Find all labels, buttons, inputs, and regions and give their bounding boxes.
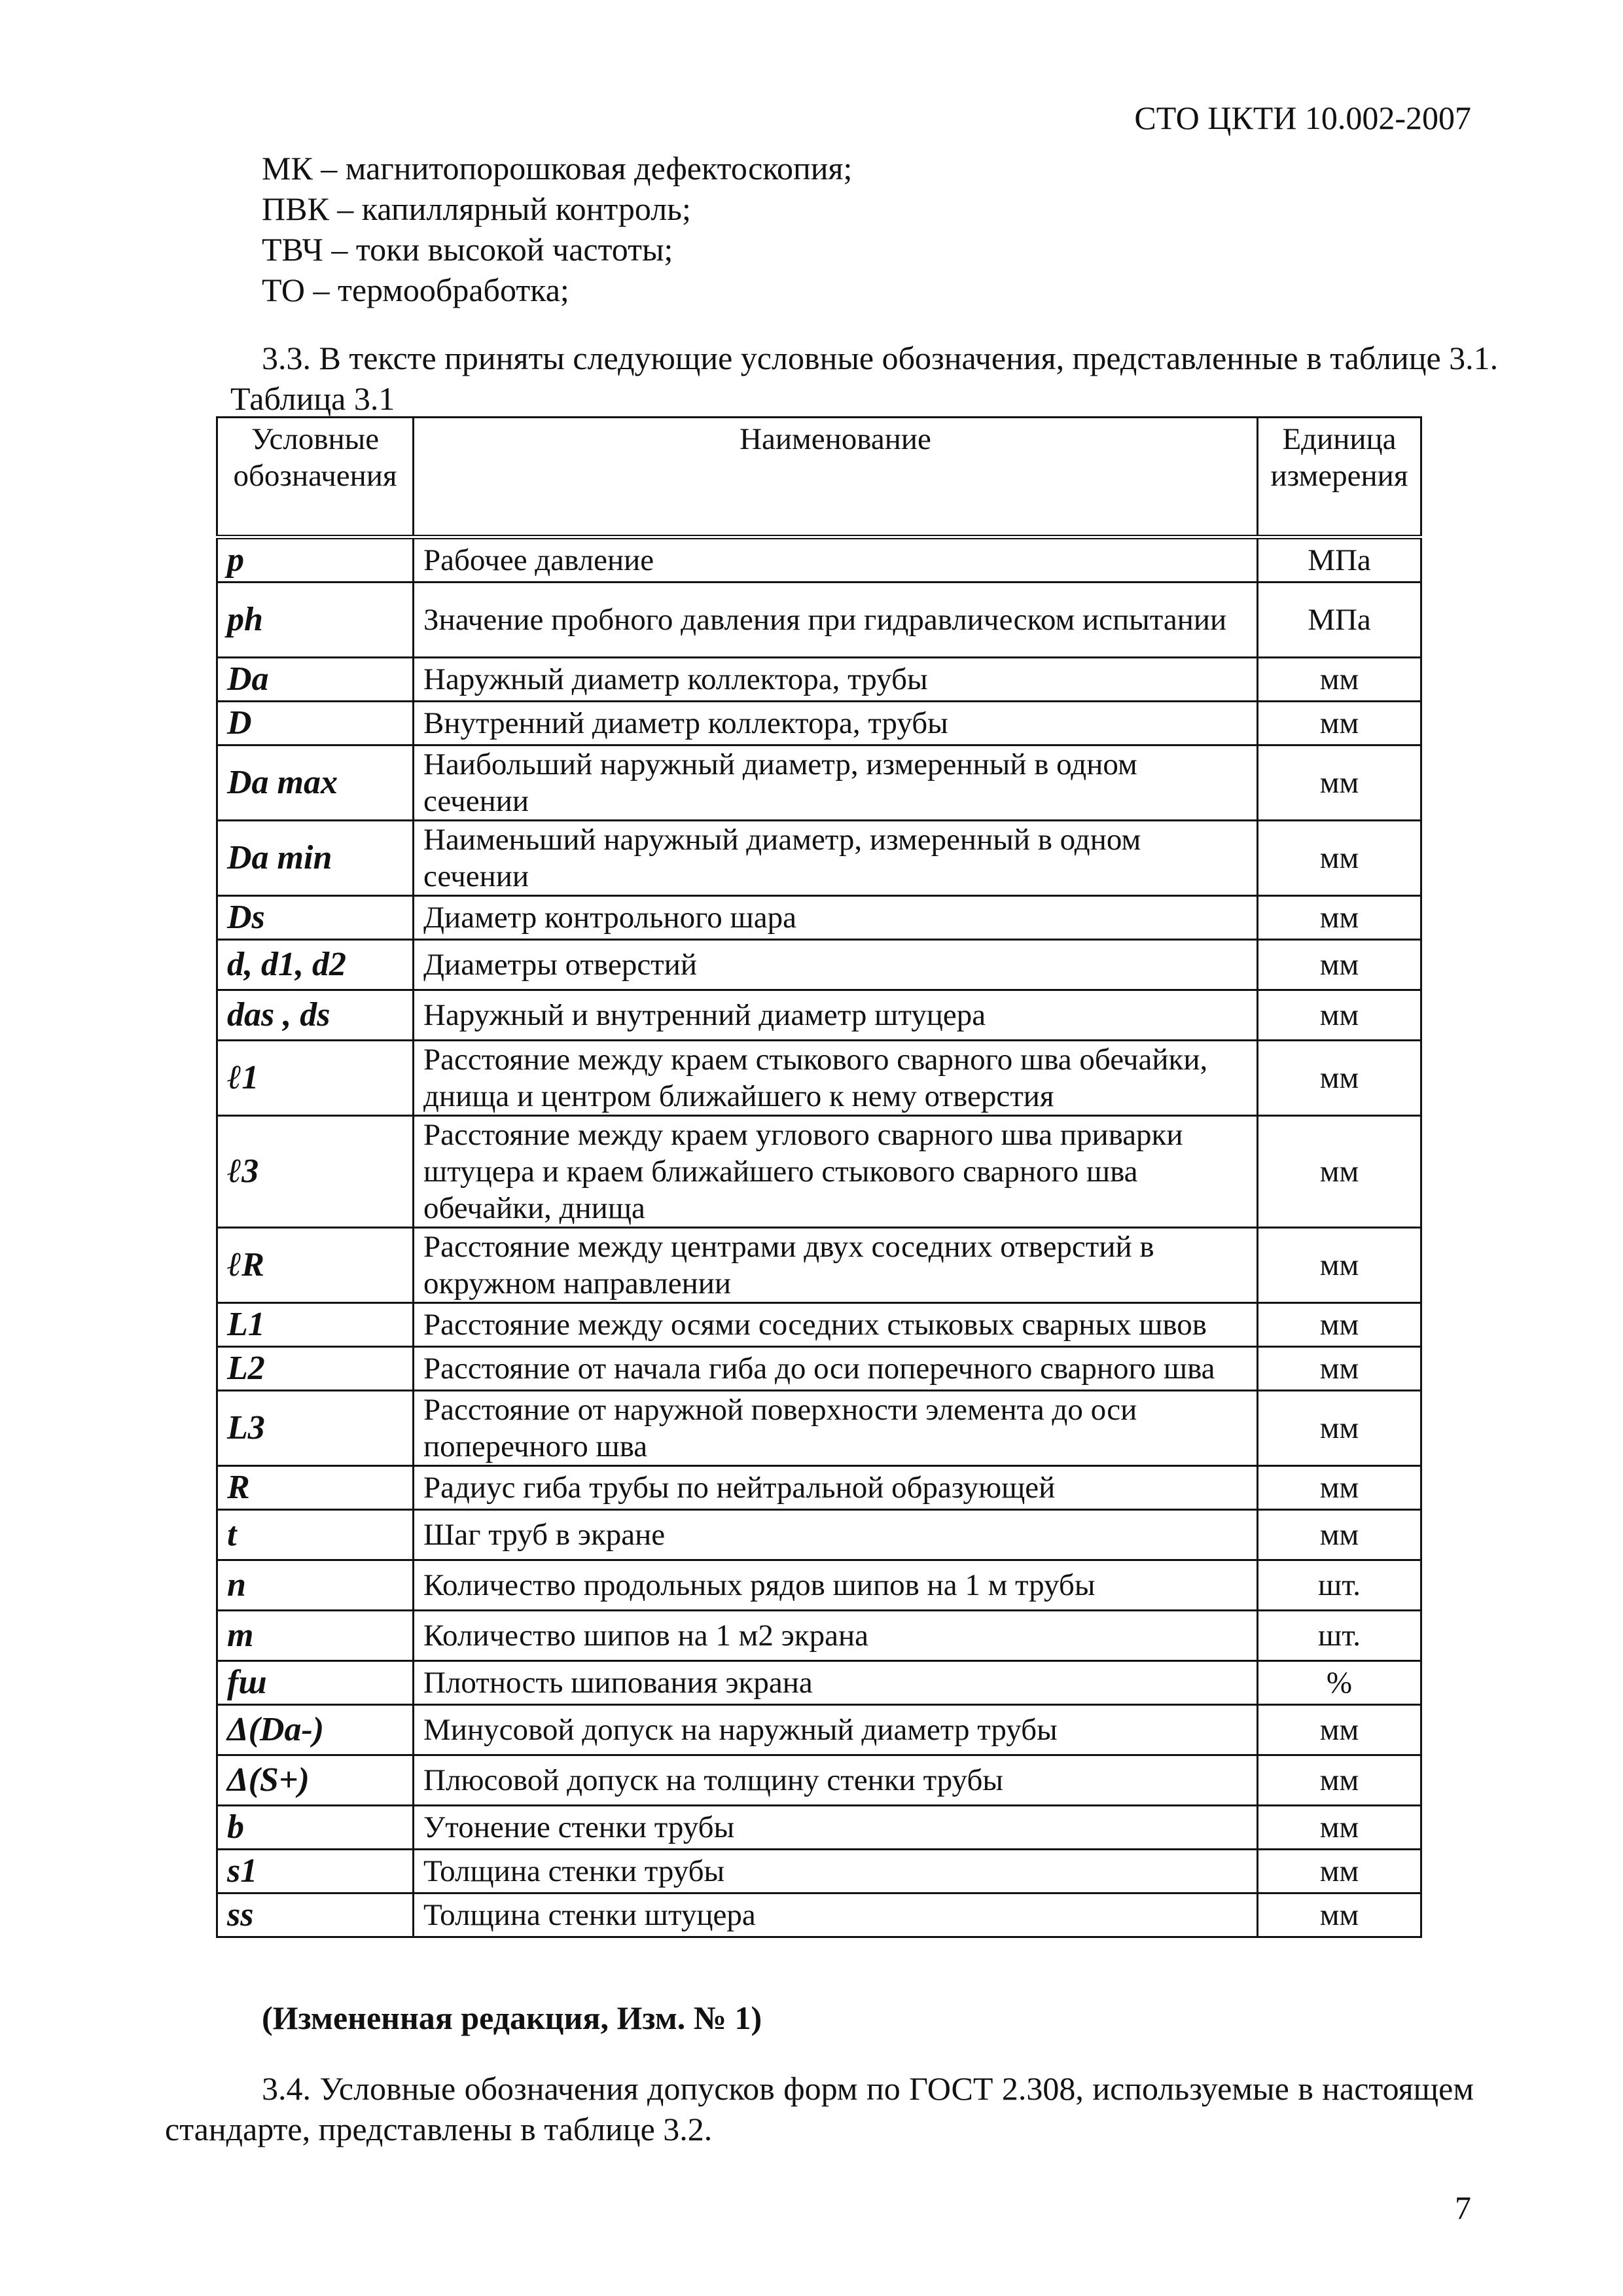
header-unit: Единица измерения [1258, 418, 1421, 537]
unit-cell: мм [1258, 1806, 1421, 1850]
name-cell: Толщина стенки штуцера [414, 1893, 1258, 1937]
unit-cell: МПа [1258, 537, 1421, 583]
table-row [217, 1228, 1421, 1303]
unit-cell: мм [1258, 1041, 1421, 1116]
table-row [217, 1041, 1421, 1116]
unit-cell: мм [1258, 745, 1421, 821]
name-cell: Расстояние между осями соседних стыковых сварных швов [414, 1303, 1258, 1347]
unit-cell: мм [1258, 896, 1421, 940]
name-cell: Расстояние между центрами двух соседних отверстий в окружном направлении [414, 1228, 1258, 1303]
name-cell: Радиус гиба трубы по нейтральной образующей [414, 1466, 1258, 1510]
symbol-cell: t [217, 1510, 414, 1560]
unit-cell: мм [1258, 1850, 1421, 1893]
name-cell: Расстояние между краем углового сварного шва приварки штуцера и краем ближайшего стыкового сварного шва обечайки, днища [414, 1116, 1258, 1228]
unit-cell: шт. [1258, 1611, 1421, 1661]
unit-cell: мм [1258, 821, 1421, 896]
unit-cell: мм [1258, 1466, 1421, 1510]
symbol-cell: das , ds [217, 990, 414, 1041]
name-cell: Диаметр контрольного шара [414, 896, 1258, 940]
table-row [217, 1893, 1421, 1937]
unit-cell: мм [1258, 1303, 1421, 1347]
header-name: Наименование [414, 418, 1258, 537]
section-3-4-paragraph: 3.4. Условные обозначения допусков форм по ГОСТ 2.308, используемые в настоящем стандарте, представлены в таблице 3.2. [165, 2070, 1474, 2147]
amendment-note: (Измененная редакция, Изм. № 1) [262, 2000, 762, 2036]
name-cell: Количество шипов на 1 м2 экрана [414, 1611, 1258, 1661]
symbol-cell: d, d1, d2 [217, 940, 414, 990]
symbol-cell: Da [217, 658, 414, 702]
symbol-cell: ph [217, 583, 414, 658]
name-cell: Наружный диаметр коллектора, трубы [414, 658, 1258, 702]
name-cell: Расстояние от наружной поверхности элемента до оси поперечного шва [414, 1391, 1258, 1466]
table-row [217, 1806, 1421, 1850]
table-row [217, 1611, 1421, 1661]
unit-cell: шт. [1258, 1560, 1421, 1611]
table-row [217, 537, 1421, 583]
symbol-cell: Ds [217, 896, 414, 940]
symbol-cell: m [217, 1611, 414, 1661]
table-row [217, 1391, 1421, 1466]
symbol-cell: L2 [217, 1347, 414, 1391]
table-row [217, 1347, 1421, 1391]
table-row [217, 1560, 1421, 1611]
name-cell: Наружный и внутренний диаметр штуцера [414, 990, 1258, 1041]
unit-cell: мм [1258, 1391, 1421, 1466]
table-row [217, 658, 1421, 702]
table-row [217, 702, 1421, 745]
symbol-cell: fш [217, 1661, 414, 1705]
symbol-cell: ℓR [217, 1228, 414, 1303]
unit-cell: мм [1258, 1510, 1421, 1560]
abbreviation-item: ТВЧ – токи высокой частоты; [262, 231, 673, 268]
name-cell: Диаметры отверстий [414, 940, 1258, 990]
symbol-cell: Da min [217, 821, 414, 896]
name-cell: Шаг труб в экране [414, 1510, 1258, 1560]
symbol-cell: ℓ1 [217, 1041, 414, 1116]
unit-cell: мм [1258, 702, 1421, 745]
symbol-cell: Δ(S+) [217, 1755, 414, 1806]
symbols-table [216, 416, 1422, 1938]
symbol-cell: s1 [217, 1850, 414, 1893]
name-cell: Утонение стенки трубы [414, 1806, 1258, 1850]
table-row [217, 1661, 1421, 1705]
name-cell: Значение пробного давления при гидравлическом испытании [414, 583, 1258, 658]
name-cell: Наибольший наружный диаметр, измеренный в одном сечении [414, 745, 1258, 821]
name-cell: Количество продольных рядов шипов на 1 м трубы [414, 1560, 1258, 1611]
table-row [217, 1466, 1421, 1510]
unit-cell: мм [1258, 940, 1421, 990]
table-row [217, 583, 1421, 658]
table-row [217, 1510, 1421, 1560]
name-cell: Внутренний диаметр коллектора, трубы [414, 702, 1258, 745]
symbol-cell: Δ(Da-) [217, 1705, 414, 1755]
table-row [217, 990, 1421, 1041]
name-cell: Плотность шипования экрана [414, 1661, 1258, 1705]
abbreviation-item: ТО – термообработка; [262, 272, 569, 308]
table-caption: Таблица 3.1 [230, 380, 395, 417]
unit-cell: мм [1258, 1755, 1421, 1806]
symbol-cell: L3 [217, 1391, 414, 1466]
name-cell: Расстояние между краем стыкового сварного шва обечайки, днища и центром ближайшего к нему отверстия [414, 1041, 1258, 1116]
unit-cell: мм [1258, 990, 1421, 1041]
name-cell: Плюсовой допуск на толщину стенки трубы [414, 1755, 1258, 1806]
name-cell: Толщина стенки трубы [414, 1850, 1258, 1893]
table-row [217, 1705, 1421, 1755]
symbol-cell: Da max [217, 745, 414, 821]
abbreviation-item: МК – магнитопорошковая дефектоскопия; [262, 150, 853, 187]
symbol-cell: R [217, 1466, 414, 1510]
symbol-cell: n [217, 1560, 414, 1611]
unit-cell: мм [1258, 658, 1421, 702]
unit-cell: мм [1258, 1228, 1421, 1303]
table-row [217, 940, 1421, 990]
table-row [217, 1116, 1421, 1228]
symbol-cell: ss [217, 1893, 414, 1937]
document-code: СТО ЦКТИ 10.002-2007 [1134, 99, 1471, 136]
page-number: 7 [1455, 2189, 1471, 2226]
name-cell: Рабочее давление [414, 537, 1258, 583]
section-3-3-paragraph: 3.3. В тексте приняты следующие условные обозначения, представленные в таблице 3.1. [262, 340, 1499, 376]
unit-cell: мм [1258, 1347, 1421, 1391]
name-cell: Наименьший наружный диаметр, измеренный в одном сечении [414, 821, 1258, 896]
header-symbol: Условные обозначения [217, 418, 414, 537]
unit-cell: % [1258, 1661, 1421, 1705]
table-row [217, 896, 1421, 940]
name-cell: Минусовой допуск на наружный диаметр трубы [414, 1705, 1258, 1755]
name-cell: Расстояние от начала гиба до оси поперечного сварного шва [414, 1347, 1258, 1391]
unit-cell: мм [1258, 1116, 1421, 1228]
abbreviation-item: ПВК – капиллярный контроль; [262, 190, 691, 227]
table-header-row [217, 418, 1421, 537]
symbol-cell: L1 [217, 1303, 414, 1347]
table-row [217, 745, 1421, 821]
unit-cell: МПа [1258, 583, 1421, 658]
symbol-cell: b [217, 1806, 414, 1850]
symbol-cell: p [217, 537, 414, 583]
table-row [217, 821, 1421, 896]
table-row [217, 1303, 1421, 1347]
table-row [217, 1755, 1421, 1806]
symbol-cell: D [217, 702, 414, 745]
symbol-cell: ℓ3 [217, 1116, 414, 1228]
unit-cell: мм [1258, 1893, 1421, 1937]
table-row [217, 1850, 1421, 1893]
abbreviation-list [262, 148, 852, 310]
unit-cell: мм [1258, 1705, 1421, 1755]
